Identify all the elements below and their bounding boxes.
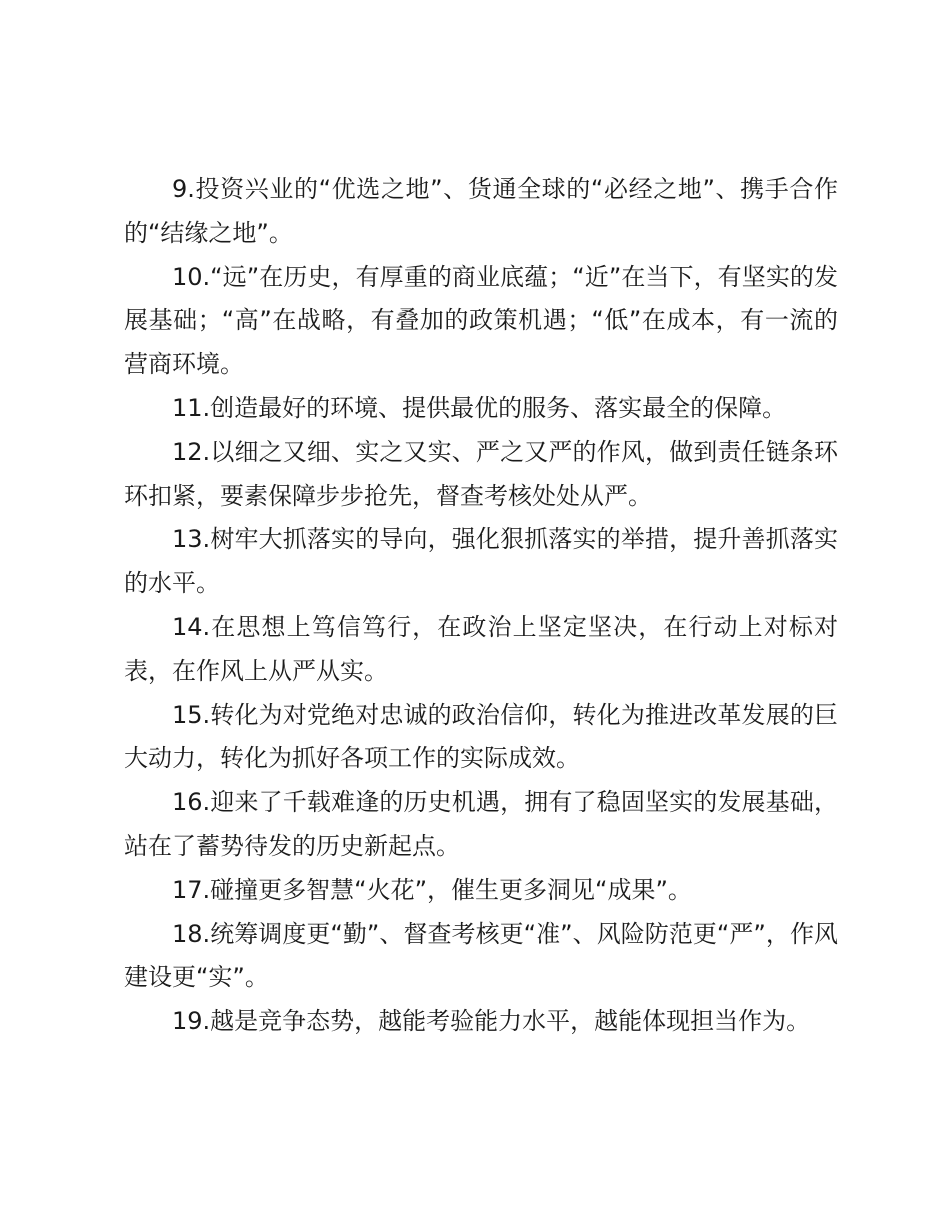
document-body [124,168,838,1044]
paragraph-13: 13.树牢大抓落实的导向，强化狠抓落实的举措，提升善抓落实的水平。 [124,525,838,598]
paragraph-16: 16.迎来了千载难逢的历史机遇，拥有了稳固坚实的发展基础，站在了蓄势待发的历史新起点。 [124,788,838,860]
paragraph-19: 19.越是竞争态势，越能考验能力水平，越能体现担当作为。 [172,1007,811,1036]
paragraph-18: 18.统筹调度更“勤”、督查考核更“准”、风险防范更“严”，作风建设更“实”。 [124,919,838,992]
paragraph-10: 10.“远”在历史，有厚重的商业底蕴；“近”在当下，有坚实的发展基础；“高”在战略，有叠加的政策机遇；“低”在成本，有一流的营商环境。 [124,262,838,379]
paragraph-17: 17.碰撞更多智慧“火花”，催生更多洞见“成果”。 [172,875,692,904]
paragraph-15: 15.转化为对党绝对忠诚的政治信仰，转化为推进改革发展的巨大动力，转化为抓好各项工作的实际成效。 [124,700,838,773]
paragraph-14: 14.在思想上笃信笃行，在政治上坚定坚决，在行动上对标对表，在作风上从严从实。 [124,612,838,685]
paragraph-11: 11.创造最好的环境、提供最优的服务、落实最全的保障。 [172,393,787,422]
paragraph-9: 9.投资兴业的“优选之地”、货通全球的“必经之地”、携手合作的“结缘之地”。 [124,175,838,247]
paragraph-12: 12.以细之又细、实之又实、严之又严的作风，做到责任链条环环扣紧，要素保障步步抢先，督查考核处处从严。 [124,437,838,510]
